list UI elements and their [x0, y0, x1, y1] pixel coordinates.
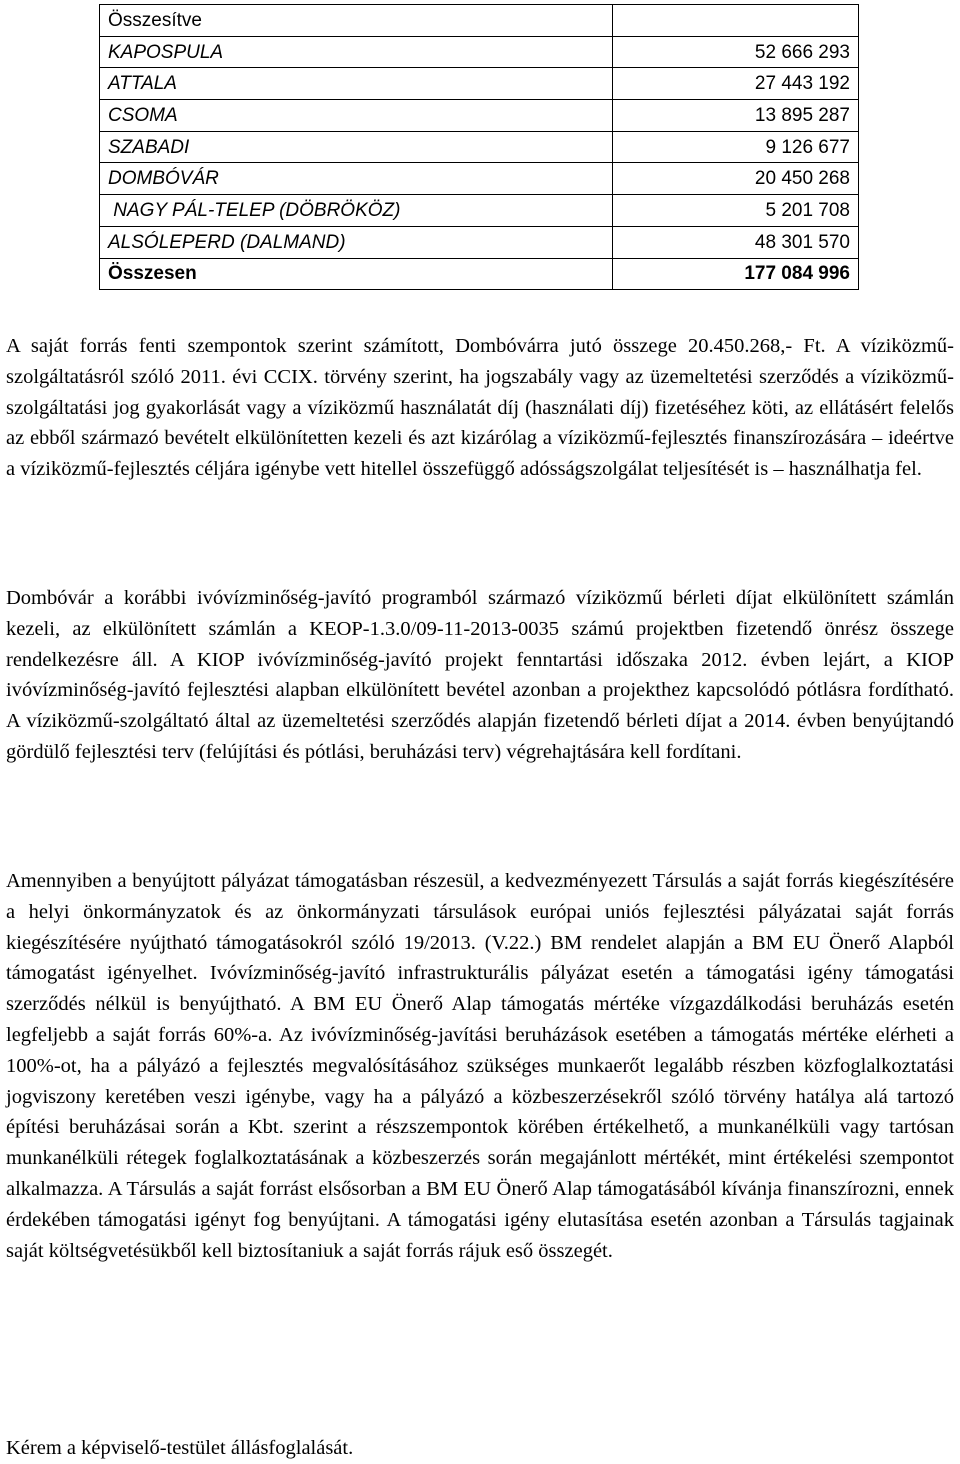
- total-amount: 177 084 996: [613, 258, 859, 290]
- total-label: Összesen: [100, 258, 613, 290]
- settlement-name: NAGY PÁL-TELEP (DÖBRÖKÖZ): [100, 195, 613, 227]
- paragraph-own-funds: A saját forrás fenti szempontok szerint számított, Dombóvárra jutó összege 20.450.268,- Ft. A víziközmű-szolgáltatásról szóló 2011. évi CCIX. törvény szerint, ha jogszabály vagy az üzemeltetési szerződés a víziközmű-szolgáltatási jog gyakorlását vagy a víziközmű használatát díj (használati díj) fizetéséhez köti, az ellátásért felelős az ebből származó bevételt elkülönítetten kezeli és azt kizárólag a víziközmű-fejlesztés finanszírozására – ideértve a víziközmű-fejlesztés céljára igénybe vett hitellel összefüggő adósságszolgálat teljesítését is – használhatja fel.: [6, 335, 954, 481]
- table-row: [100, 131, 859, 163]
- table-row: [100, 68, 859, 100]
- settlement-amount: 20 450 268: [613, 163, 859, 195]
- settlement-amount: 5 201 708: [613, 195, 859, 227]
- summary-table: [99, 4, 859, 290]
- table-total-row: [100, 258, 859, 290]
- settlement-amount: 13 895 287: [613, 100, 859, 132]
- paragraph-eu-support: Amennyiben a benyújtott pályázat támogatásban részesül, a kedvezményezett Társulás a saját forrás kiegészítésére a helyi önkormányzatok és az önkormányzati társulások európai uniós fejlesztési pályázatai saját forrás kiegészítésére nyújtható támogatásokról szóló 19/2013. (V.22.) BM rendelet alapján a BM EU Önerő Alapból támogatást igényelhet. Ivóvízminőség-javító infrastrukturális pályázat esetén a támogatási igény támogatási szerződés nélkül is benyújtható. A BM EU Önerő Alap támogatás mértéke vízgazdálkodási beruházás esetén legfeljebb a saját forrás 60%-a. Az ivóvízminőség-javítási beruházások esetében a támogatás mértéke elérheti a 100%-ot, ha a pályázó a fejlesztés megvalósításához szükséges munkaerőt legalább részben közfoglalkoztatási jogviszony keretében veszi igénybe, vagy ha a pályázó a közbeszerzésekről szóló törvény hatálya alá tartozó építési beruházásai során a Kbt. szerint a részszempontok körében értékelhető, a munkanélküli vagy tartósan munkanélküli rétegek foglalkoztatásának a közbeszerzés során megajánlott mértékét, mint értékelési szempontot alkalmazza. A Társulás a saját forrást elsősorban a BM EU Önerő Alap támogatásából kívánja finanszírozni, ennek érdekében támogatási igényt fog benyújtani. A támogatási igény elutasítása esetén azonban a Társulás tagjainak saját költségvetésükből kell biztosítaniuk a saját forrás rájuk eső összegét.: [6, 870, 954, 1262]
- table-header-row: [100, 5, 859, 37]
- settlement-amount: 52 666 293: [613, 36, 859, 68]
- settlement-name: ALSÓLEPERD (DALMAND): [100, 226, 613, 258]
- settlement-amount: 27 443 192: [613, 68, 859, 100]
- table-row: [100, 36, 859, 68]
- table-header-empty: [613, 5, 859, 37]
- paragraph-rental-fee: Dombóvár a korábbi ivóvízminőség-javító programból származó víziközmű bérleti díjat elkülönített számlán kezeli, az elkülönített számlán a KEOP-1.3.0/09-11-2013-0035 számú projektben fizetendő önrész összege rendelkezésre áll. A KIOP ivóvízminőség-javító projekt fenntartási időszaka 2012. évben lejárt, a KIOP ivóvízminőség-javító fejlesztési alapban elkülönített bevétel azonban a projekthez kapcsolódó pótlásra fordítható. A víziközmű-szolgáltató által az üzemeltetési szerződés alapján fizetendő bérleti díjat a 2014. évben benyújtandó gördülő fejlesztési terv (felújítási és pótlási, beruházási terv) végrehajtására kell fordítani.: [6, 587, 954, 763]
- settlement-amount: 48 301 570: [613, 226, 859, 258]
- settlement-name: ATTALA: [100, 68, 613, 100]
- settlement-name: KAPOSPULA: [100, 36, 613, 68]
- table-row: [100, 163, 859, 195]
- table-row: [100, 226, 859, 258]
- settlement-name: SZABADI: [100, 131, 613, 163]
- table-header: Összesítve: [100, 5, 613, 37]
- closing-request: Kérem a képviselő-testület állásfoglalását.: [6, 1437, 354, 1459]
- settlement-amount: 9 126 677: [613, 131, 859, 163]
- settlement-name: DOMBÓVÁR: [100, 163, 613, 195]
- settlement-name: CSOMA: [100, 100, 613, 132]
- table-row: [100, 100, 859, 132]
- table-row: [100, 195, 859, 227]
